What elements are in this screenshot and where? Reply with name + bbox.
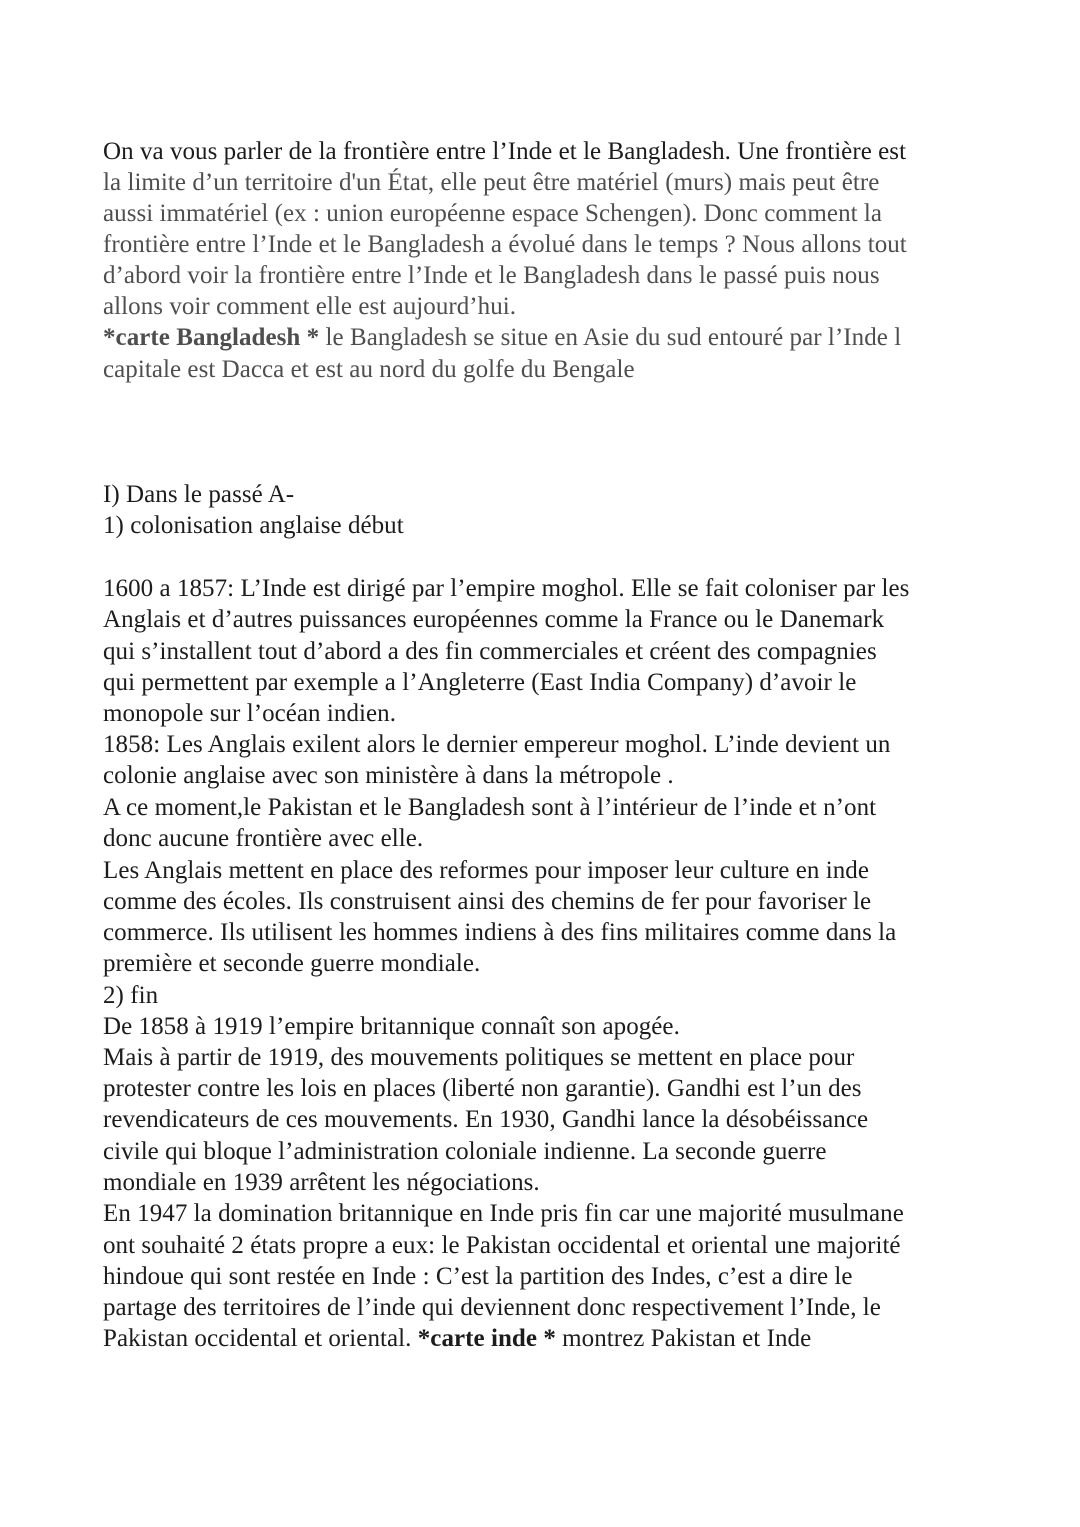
intro-line-3: aussi immatériel (ex : union européenne espace Schengen). Donc comment la [103,200,883,227]
body-line: De 1858 à 1919 l’empire britannique connaît son apogée. [103,1013,680,1040]
intro-line-1: On va vous parler de la frontière entre l’Inde et le Bangladesh. Une frontière est [103,138,907,165]
intro-line-7-text: le Bangladesh se situe en Asie du sud entouré par l’Inde l [319,324,902,351]
body-line: qui s’installent tout d’abord a des fin commerciales et créent des compagnies [103,638,877,665]
body-line: revendicateurs de ces mouvements. En 1930, Gandhi lance la désobéissance [103,1106,869,1133]
last-line-end: montrez Pakistan et Inde [555,1325,812,1352]
body-line: mondiale en 1939 arrêtent les négociations. [103,1169,540,1196]
subsection-heading-2: 2) fin [103,982,159,1009]
body-line: première et seconde guerre mondiale. [103,950,481,977]
intro-line-5: d’abord voir la frontière entre l’Inde et le Bangladesh dans le passé puis nous [103,262,880,289]
body-line: comme des écoles. Ils construisent ainsi des chemins de fer pour favoriser le [103,888,872,915]
body-line: monopole sur l’océan indien. [103,700,396,727]
intro-line-4: frontière entre l’Inde et le Bangladesh a évolué dans le temps ? Nous allons tout [103,231,907,258]
body-line: 1600 a 1857: L’Inde est dirigé par l’empire moghol. Elle se fait coloniser par les [103,575,910,602]
last-line-start: Pakistan occidental et oriental. [103,1325,418,1352]
body-line: commerce. Ils utilisent les hommes indiens à des fins militaires comme dans la [103,919,897,946]
intro-line-7 [103,322,901,353]
body-line: Anglais et d’autres puissances européennes comme la France ou le Danemark [103,606,885,633]
body-line: civile qui bloque l’administration coloniale indienne. La seconde guerre [103,1138,827,1165]
body-line: En 1947 la domination britannique en Inde pris fin car une majorité musulmane [103,1200,904,1227]
body-line: Mais à partir de 1919, des mouvements politiques se mettent en place pour [103,1044,855,1071]
body-line: 1858: Les Anglais exilent alors le dernier empereur moghol. L’inde devient un [103,731,891,758]
body-line: donc aucune frontière avec elle. [103,825,424,852]
body-line: qui permettent par exemple a l’Angleterre (East India Company) d’avoir le [103,669,857,696]
intro-line-2: la limite d’un territoire d'un État, elle peut être matériel (murs) mais peut être [103,169,880,196]
body-line: A ce moment,le Pakistan et le Bangladesh sont à l’intérieur de l’inde et n’ont [103,794,877,821]
section-heading: I) Dans le passé A- [103,481,295,508]
intro-line-6: allons voir comment elle est aujourd’hui. [103,293,517,320]
body-line: colonie anglaise avec son ministère à dans la métropole . [103,762,674,789]
map-label-inde: *carte inde * [417,1325,556,1352]
map-label-bangladesh: *carte Bangladesh * [103,324,320,351]
body-line: ont souhaité 2 états propre a eux: le Pakistan occidental et oriental une majorité [103,1232,901,1259]
body-line: hindoue qui sont restée en Inde : C’est la partition des Indes, c’est a dire le [103,1263,853,1290]
subsection-heading-1: 1) colonisation anglaise début [103,512,404,539]
intro-line-8: capitale est Dacca et est au nord du golfe du Bengale [103,356,635,383]
body-line-last [103,1323,811,1354]
body-line: partage des territoires de l’inde qui deviennent donc respectivement l’Inde, le [103,1294,881,1321]
body-line: protester contre les lois en places (liberté non garantie). Gandhi est l’un des [103,1075,862,1102]
body-line: Les Anglais mettent en place des reformes pour imposer leur culture en inde [103,857,869,884]
